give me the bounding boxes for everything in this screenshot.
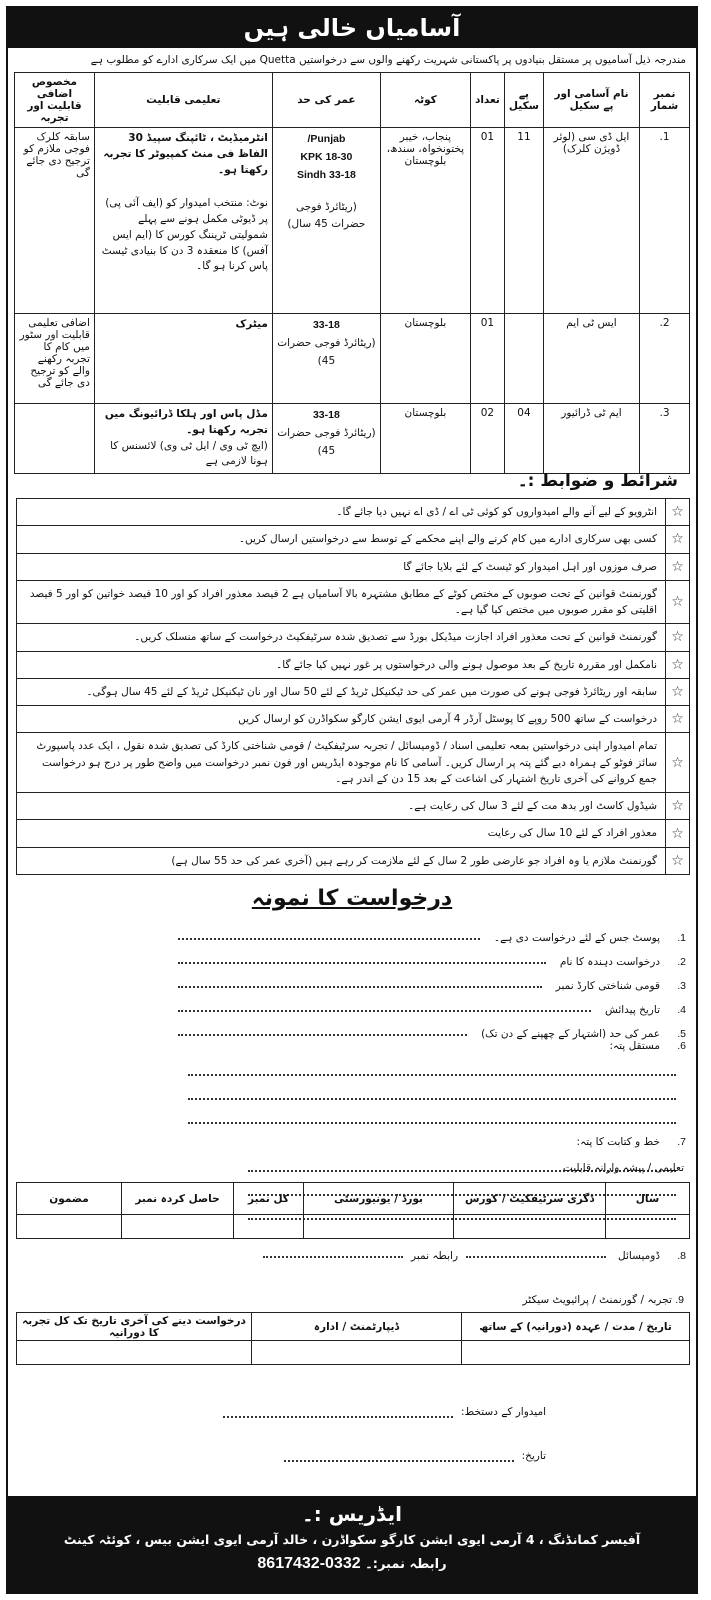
age-line: 33-18 [312, 409, 340, 421]
row-count: 01 [470, 128, 504, 314]
age-line: Punjab/ [307, 133, 346, 145]
field-input-line[interactable] [188, 1088, 676, 1100]
term-text: گورنمنٹ قوانین کے تحت معذور افراد اجازت میڈیکل بورڈ سے تصدیق شدہ سرٹیفکیٹ درخواست کے ساتھ منسلک کریں۔ [134, 631, 657, 644]
field-input-line[interactable] [466, 1256, 606, 1258]
date-line[interactable] [284, 1460, 514, 1462]
col-header-pay-scale: پے سکیل [504, 73, 543, 128]
field-label: عمر کی حد (اشتہار کے چھپنے کے دن تک) [481, 1028, 660, 1040]
intro-text: مندرجہ ذیل آسامیوں پر مستقل بنیادوں پر پاکستانی شہریت رکھنے والوں سے درخواستیں Quetta میں ایک سرکاری ادارے کو مطلوب ہے [90, 54, 686, 66]
col-header-count: تعداد [470, 73, 504, 128]
list-item [16, 733, 690, 793]
cell[interactable] [454, 1215, 606, 1239]
field-number: 3. [677, 980, 686, 992]
term-text: معذور افراد کے لئے 10 سال کی رعایت [487, 827, 657, 840]
star-icon: ☆ [665, 652, 689, 678]
cell[interactable] [606, 1215, 690, 1239]
row-qualification [94, 314, 272, 404]
col-header-obtained-marks: حاصل کردہ نمبر [122, 1183, 234, 1215]
field-number: 5. [677, 1028, 686, 1040]
cell[interactable] [17, 1215, 122, 1239]
row-serial: 2. [640, 314, 690, 404]
row-post-name: ایم ٹی ڈرائیور [544, 404, 640, 474]
cell[interactable] [17, 1341, 252, 1365]
row-quota: بلوچستان [380, 314, 470, 404]
form-field-dob[interactable] [18, 992, 686, 1016]
form-field-post[interactable] [18, 920, 686, 944]
qualification-line: نوٹ: منتخب امیدوار کو (ایف آئی پی) پر ڈیوٹی مکمل ہونے سے پہلے شمولیتی ٹریننگ کورس کا (ایم ایس آفس) کا منعقدہ 3 دن کا بنیادی ٹیسٹ پاس کرنا ہو گا۔ [101, 197, 268, 273]
field-label: رابطہ نمبر [411, 1250, 459, 1262]
table-row [15, 314, 690, 404]
col-header-total-experience: درخواست دینے کی آخری تاریخ تک کل تجربہ کا دورانیہ [17, 1313, 252, 1341]
star-icon: ☆ [665, 526, 689, 552]
cell[interactable] [462, 1341, 690, 1365]
row-extra: سابقہ کلرک فوجی ملازم کو ترجیح دی جائے گی [15, 128, 95, 314]
education-title: تعلیمی / پیشہ وارانہ قابلیت [562, 1162, 684, 1174]
field-number: 8. [677, 1250, 686, 1262]
field-input-line[interactable] [188, 1112, 676, 1124]
list-item [16, 624, 690, 651]
list-item [16, 848, 690, 875]
field-label: ڈومیسائل [618, 1250, 660, 1262]
page-title: آسامیاں خالی ہیں [8, 8, 696, 48]
field-input-line[interactable] [178, 986, 542, 988]
star-icon: ☆ [665, 733, 689, 792]
cell[interactable] [252, 1341, 462, 1365]
row-serial: 1. [640, 128, 690, 314]
col-header-serial: نمبر شمار [640, 73, 690, 128]
age-line: (ریٹائرڈ فوجی حضرات 45) [277, 336, 376, 367]
phone-number[interactable]: 0332-8617432 [257, 1555, 361, 1572]
field-label: قومی شناختی کارڈ نمبر [555, 980, 660, 992]
list-item [16, 581, 690, 625]
form-field-name[interactable] [18, 944, 686, 968]
field-number: 6. [677, 1040, 686, 1052]
field-input-line[interactable] [178, 962, 546, 964]
row-post-name: ایل ڈی سی (لوئر ڈویژن کلرک) [544, 128, 640, 314]
cell[interactable] [234, 1215, 304, 1239]
row-extra [15, 404, 95, 474]
term-text: گورنمنٹ قوانین کے تحت صوبوں کے مختص کوٹے کے مطابق مشتہرہ بالا آسامیاں ہے 2 فیصد معذور افراد کو اور 10 فیصد خواتین کو اور 5 فیصد اقلیتی کو مقرر صوبوں میں مختص کیا گیا ہے۔ [29, 587, 657, 617]
terms-list [16, 498, 690, 875]
star-icon: ☆ [665, 624, 689, 650]
age-line: (ریٹائرڈ فوجی حضرات 45) [277, 426, 376, 457]
experience-table [16, 1312, 690, 1365]
qualification-line: (ایچ ٹی وی / ایل ٹی وی) لائسنس کا ہونا لازمی ہے [110, 439, 268, 468]
star-icon: ☆ [665, 679, 689, 705]
table-row[interactable] [17, 1341, 690, 1365]
cell[interactable] [122, 1215, 234, 1239]
col-header-period: تاریخ / مدت / عہدہ (دورانیہ) کے ساتھ [462, 1313, 690, 1341]
age-line: Sindh 33-18 [296, 168, 356, 181]
field-input-line[interactable] [178, 1010, 591, 1012]
table-row [15, 128, 690, 314]
field-input-line[interactable] [178, 1034, 467, 1036]
row-scale: 04 [504, 404, 543, 474]
advertisement-page [6, 6, 698, 1594]
col-header-year: سال [606, 1183, 690, 1215]
list-item [16, 526, 690, 553]
list-item [16, 554, 690, 581]
field-input-line[interactable] [263, 1256, 403, 1258]
jobs-header-row [15, 73, 690, 128]
age-line: 33-18 [312, 319, 340, 331]
field-input-line[interactable] [188, 1064, 676, 1076]
list-item [16, 706, 690, 733]
col-header-degree: ڈگری سرٹیفکیٹ / کورس [454, 1183, 606, 1215]
table-row[interactable] [17, 1215, 690, 1239]
cell[interactable] [304, 1215, 454, 1239]
row-age [272, 128, 380, 314]
form-field-cnic[interactable] [18, 968, 686, 992]
col-header-board: بورڈ / یونیورسٹی [304, 1183, 454, 1215]
address-title: ایڈریس :۔ [302, 1502, 402, 1526]
field-number: 7. [677, 1136, 686, 1148]
education-table [16, 1182, 690, 1239]
table-row [15, 404, 690, 474]
col-header-quota: کوٹہ [380, 73, 470, 128]
term-text: نامکمل اور مقررہ تاریخ کے بعد موصول ہونے والی درخواستوں پر غور نہیں کیا جائے گا۔ [276, 658, 657, 671]
address-footer [8, 1496, 696, 1592]
education-header-row [17, 1183, 690, 1215]
signature-line[interactable] [223, 1416, 453, 1418]
field-number: 9. [675, 1294, 684, 1306]
row-age [272, 314, 380, 404]
row-extra: اضافی تعلیمی قابلیت اور سٹور میں کام کا تجربہ رکھنے والے کو ترجیح دی جائے گی [15, 314, 95, 404]
col-header-qualification: تعلیمی قابلیت [94, 73, 272, 128]
star-icon: ☆ [665, 499, 689, 525]
row-serial: 3. [640, 404, 690, 474]
date-label: تاریخ: [521, 1450, 546, 1462]
age-line: KPK 18-30 [300, 150, 353, 163]
term-text: گورنمنٹ ملازم یا وہ افراد جو عارضی طور 2 سال کے لئے ملازمت کر رہے ہیں (آخری عمر کی حد 55 سال ہے) [171, 854, 657, 867]
term-text: انٹرویو کے لیے آنے والے امیدواروں کو کوئی ٹی اے / ڈی اے نہیں دیا جائے گا۔ [336, 506, 657, 518]
qualification-line: میٹرک [235, 318, 268, 330]
date-field[interactable] [284, 1450, 546, 1462]
experience-header-row [17, 1313, 690, 1341]
signature-field[interactable] [223, 1406, 546, 1418]
list-item [16, 820, 690, 847]
qualification-line: انٹرمیڈیٹ ، ٹائپنگ سپیڈ 30 الفاظ فی منٹ کمپیوٹر کا تجربہ رکھتا ہو۔ [103, 132, 268, 176]
row-qualification [94, 404, 272, 474]
row-post-name: ایس ٹی ایم [544, 314, 640, 404]
address-text: آفیسر کمانڈنگ ، 4 آرمی ایوی ایشن کارگو سکواڈرن ، خالد آرمی ایوی ایشن بیس ، کوئٹہ کینٹ [63, 1532, 641, 1547]
row-age [272, 404, 380, 474]
star-icon: ☆ [665, 581, 689, 624]
field-label: پوسٹ جس کے لئے درخواست دی ہے۔ [493, 932, 660, 944]
col-header-extra: مخصوص اضافی قابلیت اور تجربہ [15, 73, 95, 128]
term-text: شیڈول کاسٹ اور بدھ مت کے لئے 3 سال کی رعایت ہے۔ [408, 800, 657, 813]
term-text: سابقہ اور ریٹائرڈ فوجی ہونے کی صورت میں عمر کی حد ٹیکنیکل ٹریڈ کے لئے 50 سال اور نان ٹیکنیکل ٹریڈ کے لئے 45 سال ہوگی۔ [86, 685, 657, 698]
row-quota: پنجاب، خیبر پختونخواہ، سندھ، بلوچستان [380, 128, 470, 314]
list-item [16, 652, 690, 679]
field-input-line[interactable] [178, 938, 480, 940]
row-count: 01 [470, 314, 504, 404]
star-icon: ☆ [665, 848, 689, 874]
col-header-post-name: نام آسامی اور پے سکیل [544, 73, 640, 128]
age-line: (ریٹائرڈ فوجی [295, 200, 357, 213]
terms-title: شرائط و ضوابط :۔ [517, 471, 678, 491]
field-label: درخواست دہندہ کا نام [559, 956, 660, 968]
star-icon: ☆ [665, 820, 689, 846]
experience-label: تجربہ / گورنمنٹ / پرائیویٹ سیکٹر [522, 1294, 672, 1306]
col-header-subject: مضمون [17, 1183, 122, 1215]
form-field-permanent-address[interactable] [18, 1040, 686, 1130]
star-icon: ☆ [665, 554, 689, 580]
field-label: تاریخ پیدائش [604, 1004, 660, 1016]
list-item [16, 679, 690, 706]
contact-number [8, 1555, 696, 1573]
field-number: 1. [677, 932, 686, 944]
col-header-total-marks: کل نمبر [234, 1183, 304, 1215]
star-icon: ☆ [665, 793, 689, 819]
field-number: 2. [677, 956, 686, 968]
col-header-age: عمر کی حد [272, 73, 380, 128]
row-scale [504, 314, 543, 404]
row-scale: 11 [504, 128, 543, 314]
experience-title [522, 1294, 684, 1306]
row-quota: بلوچستان [380, 404, 470, 474]
term-text: صرف موزوں اور اہل امیدوار کو ٹیسٹ کے لئے بلایا جائے گا [403, 560, 657, 573]
row-count: 02 [470, 404, 504, 474]
form-field-age[interactable] [18, 1016, 686, 1040]
term-text: کسی بھی سرکاری ادارے میں کام کرنے والے اپنے محکمے کے توسط سے درخواستیں ارسال کریں۔ [238, 533, 657, 546]
jobs-table [14, 72, 690, 474]
age-line: حضرات 45 سال) [287, 218, 366, 231]
field-label: مستقل پتہ: [609, 1040, 660, 1052]
star-icon: ☆ [665, 706, 689, 732]
term-text: درخواست کے ساتھ 500 روپے کا پوسٹل آرڈر 4 آرمی ایوی ایشن کارگو سکواڈرن کو ارسال کریں [238, 713, 657, 726]
row-qualification [94, 128, 272, 314]
field-number: 4. [677, 1004, 686, 1016]
term-text: تمام امیدوار اپنی درخواستیں بمعہ تعلیمی اسناد / ڈومیسائل / تجربہ سرٹیفکیٹ / قومی شناختی کارڈ کی تصدیق شدہ نقول ، ایک عدد پاسپورٹ سائز فوٹو کے ہمراہ دیے گئے پتہ پر ارسال کریں۔ آسامی کا نام موجودہ ایڈریس اور فون نمبر درخواست میں واضح طور پر درج ہو درخواست جمع کروانے کی آخری تاریخ اشتہار کی اشاعت کے بعد 15 دن کے اندر ہے۔ [36, 740, 657, 785]
application-form-title: درخواست کا نمونہ [251, 886, 453, 911]
list-item [16, 498, 690, 526]
col-header-department: ڈیپارٹمنٹ / ادارہ [252, 1313, 462, 1341]
qualification-line: مڈل پاس اور ہلکا ڈرائیونگ میں تجربہ رکھتا ہو۔ [104, 408, 268, 436]
signature-label: امیدوار کے دستخط: [460, 1406, 546, 1418]
list-item [16, 793, 690, 820]
contact-label: رابطہ نمبر:۔ [365, 1557, 447, 1572]
field-label: خط و کتابت کا پتہ: [576, 1136, 660, 1148]
